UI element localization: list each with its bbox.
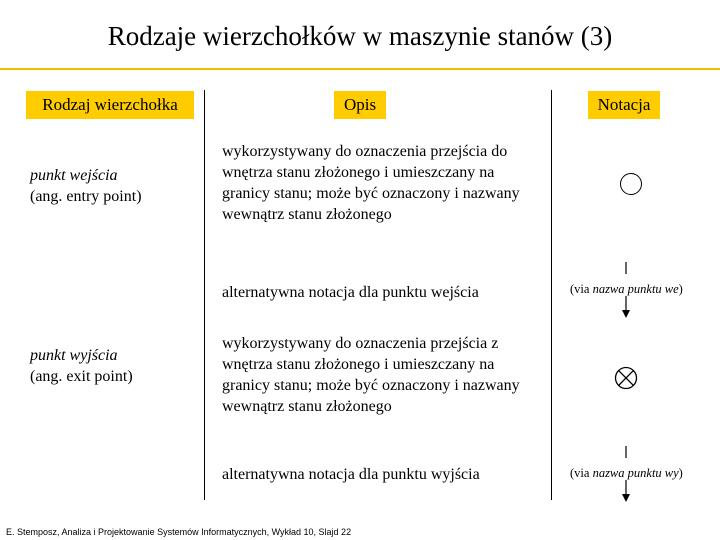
exit-via-suffix: ) (678, 466, 683, 480)
footer-citation: E. Stemposz, Analiza i Projektowanie Systemów Informatycznych, Wykład 10, Slajd 22 (6, 527, 352, 537)
column-divider-right (551, 90, 552, 500)
kind-exit-name: punkt wyjścia (30, 347, 118, 364)
kind-entry-point (30, 165, 200, 207)
header-description: Opis (334, 91, 386, 119)
kind-exit-point (30, 345, 200, 387)
entry-point-circle-icon (620, 173, 642, 195)
kind-entry-name: punkt wejścia (30, 167, 118, 184)
description-entry-point: wykorzystywany do oznaczenia przejścia do wnętrza stanu złożonego i umieszczany na granicy stanu; może być oznaczony i nazwany wewnątrz stanu złożonego (222, 143, 520, 223)
description-exit-point: wykorzystywany do oznaczenia przejścia z wnętrza stanu złożonego i umieszczany na granicy stanu; może być oznaczony i nazwany wewnątrz stanu złożonego (222, 335, 520, 415)
column-divider-left (204, 90, 205, 500)
exit-via-prefix: (via (570, 466, 593, 480)
entry-via-suffix: ) (678, 282, 683, 296)
title-underline (0, 68, 720, 70)
header-notation: Notacja (588, 91, 660, 119)
description-entry-alternative: alternatywna notacja dla punktu wejścia (222, 284, 479, 301)
header-kind: Rodzaj wierzchołka (26, 91, 194, 119)
description-exit-alternative: alternatywna notacja dla punktu wyjścia (222, 466, 480, 483)
exit-point-crossed-circle-icon (614, 366, 638, 390)
entry-via-label (570, 281, 683, 297)
entry-via-name: nazwa punktu we (592, 282, 679, 296)
slide-title: Rodzaje wierzchołków w maszynie stanów (3) (107, 21, 613, 51)
kind-entry-eng: (ang. entry point) (30, 188, 142, 205)
exit-via-label (570, 465, 683, 481)
entry-via-prefix: (via (570, 282, 593, 296)
kind-exit-eng: (ang. exit point) (30, 368, 133, 385)
exit-via-name: nazwa punktu wy (592, 466, 679, 480)
